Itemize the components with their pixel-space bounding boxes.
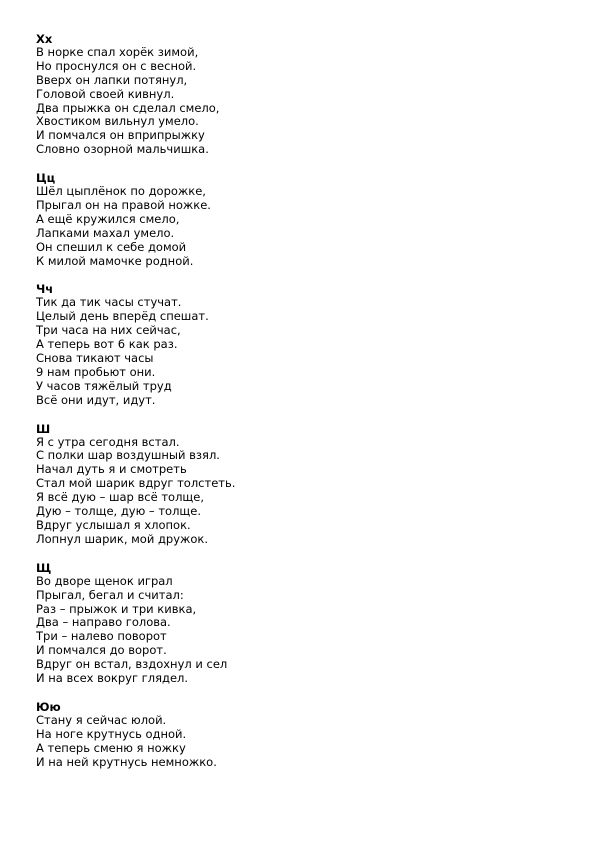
stanza-line: Лопнул шарик, мой дружок. (36, 531, 209, 546)
stanza-line: Всё они идут, идут. (36, 392, 156, 407)
stanza-line: Два – направо голова. (36, 615, 171, 630)
stanza-heading: Хх (36, 32, 53, 46)
stanza-line: Шёл цыплёнок по дорожке, (36, 184, 206, 199)
stanza-line: Головой своей кивнул. (36, 86, 175, 101)
stanza-line: На ноге крутнусь одной. (36, 726, 187, 741)
stanza-line: Тик да тик часы стучат. (36, 295, 182, 310)
stanza-line: Я всё дую – шар всё толще, (36, 490, 204, 505)
stanza-line: А ещё кружился смело, (36, 211, 180, 226)
stanza-line: Целый день вперёд спешат. (36, 309, 209, 324)
stanza-line: Во дворе щенок играл (36, 573, 173, 588)
stanza-ts (36, 171, 556, 268)
stanza-ch (36, 282, 556, 407)
stanza-kh (36, 32, 556, 157)
stanza-line: Словно озорной мальчишка. (36, 142, 209, 157)
stanza-line: И на ней крутнусь немножко. (36, 754, 217, 769)
stanza-line: Начал дуть я и смотреть (36, 462, 187, 477)
stanza-line: Лапками махал умело. (36, 225, 175, 240)
stanza-line: Дую – толще, дую – толще. (36, 504, 201, 519)
stanza-line: Прыгал он на правой ножке. (36, 198, 211, 213)
stanza-line: С полки шар воздушный взял. (36, 448, 220, 463)
stanza-line: Стал мой шарик вдруг толстеть. (36, 476, 236, 491)
stanza-line: Снова тикают часы (36, 351, 154, 366)
stanza-line: И помчался он вприпрыжку (36, 128, 205, 143)
stanza-line: Вдруг он встал, вздохнул и сел (36, 657, 228, 672)
stanza-heading: Чч (36, 282, 54, 297)
stanza-line: Но проснулся он с весной. (36, 58, 197, 73)
stanza-line: Стану я сейчас юлой. (36, 712, 167, 727)
stanza-line: Раз – прыжок и три кивка, (36, 601, 197, 616)
stanza-heading: Цц (36, 171, 56, 186)
stanza-line: Прыгал, бегал и считал: (36, 587, 184, 602)
stanza-line: А теперь сменю я ножку (36, 740, 186, 755)
stanza-line: Хвостиком вильнул умело. (36, 114, 199, 129)
stanza-line: Вверх он лапки потянул, (36, 72, 188, 87)
stanza-line: Три часа на них сейчас, (36, 323, 181, 338)
stanza-line: В норке спал хорёк зимой, (36, 45, 199, 59)
stanza-heading: Ш (36, 421, 51, 436)
stanza-line: Три – налево поворот (36, 629, 167, 644)
stanza-line: Вдруг услышал я хлопок. (36, 517, 191, 532)
stanza-line: Два прыжка он сделал смело, (36, 100, 220, 115)
document-page (36, 32, 556, 783)
stanza-yu (36, 700, 556, 770)
stanza-line: Он спешил к себе домой (36, 239, 187, 254)
stanza-line: И на всех вокруг глядел. (36, 670, 189, 685)
stanza-sh (36, 422, 556, 547)
stanza-line: Я с утра сегодня встал. (36, 434, 180, 449)
stanza-heading: Юю (36, 699, 61, 714)
stanza-line: У часов тяжёлый труд (36, 378, 172, 393)
stanza-line: К милой мамочке родной. (36, 253, 194, 268)
stanza-heading: Щ (36, 560, 52, 575)
stanza-line: И помчался до ворот. (36, 643, 167, 658)
stanza-line: А теперь вот 6 как раз. (36, 337, 178, 352)
stanza-shch (36, 561, 556, 686)
stanza-line: 9 нам пробьют они. (36, 364, 156, 379)
